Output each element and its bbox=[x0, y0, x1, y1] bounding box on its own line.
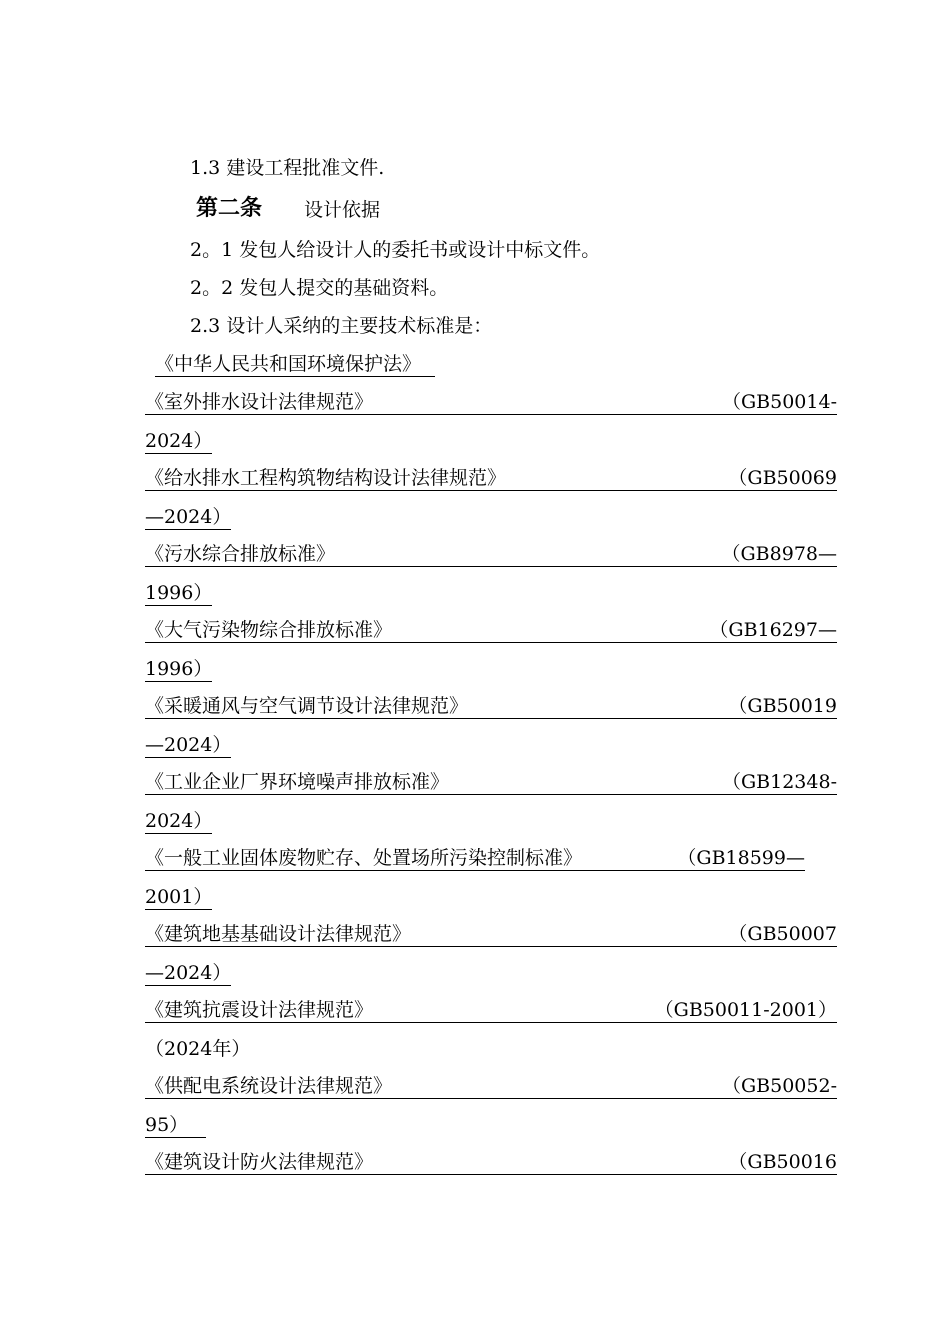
standard-entry bbox=[145, 542, 837, 606]
standard-title: 《采暖通风与空气调节设计法律规范》 bbox=[145, 695, 469, 717]
clause-2-1: 2。1 发包人给设计人的委托书或设计中标文件。 bbox=[190, 239, 601, 261]
standard-code-continued: 1996） bbox=[145, 658, 213, 680]
standard-code: （GB16297— bbox=[709, 619, 837, 641]
standard-entry bbox=[145, 390, 837, 454]
standard-code-continued: 1996） bbox=[145, 582, 213, 604]
standard-entry bbox=[145, 998, 837, 1061]
standard-code: （GB50019 bbox=[728, 695, 837, 717]
standard-title: 《供配电系统设计法律规范》 bbox=[145, 1075, 393, 1097]
standard-entry bbox=[145, 846, 805, 910]
standard-title: 《一般工业固体废物贮存、处置场所污染控制标准》 bbox=[145, 847, 583, 869]
standard-code-continued: 2001） bbox=[145, 886, 213, 908]
standard-entry bbox=[145, 922, 837, 986]
standard-title: 《建筑设计防火法律规范》 bbox=[145, 1151, 374, 1173]
standard-code: （GB50014- bbox=[721, 391, 837, 413]
standard-title: 《建筑抗震设计法律规范》 bbox=[145, 999, 374, 1021]
article-heading: 第二条 bbox=[196, 195, 263, 221]
standard-code: （GB50016 bbox=[728, 1151, 837, 1173]
standard-code: （GB50007 bbox=[728, 923, 837, 945]
standard-code-continued: 2024） bbox=[145, 810, 213, 832]
standard-entry bbox=[145, 1074, 837, 1138]
standard-code-continued: 95） bbox=[145, 1113, 206, 1138]
standard-title: 《室外排水设计法律规范》 bbox=[145, 391, 374, 413]
standard-code: （GB8978— bbox=[721, 543, 837, 565]
standard-title: 《污水综合排放标准》 bbox=[145, 543, 336, 565]
clause-1-3: 1.3 建设工程批准文件. bbox=[190, 157, 385, 179]
clause-2-2: 2。2 发包人提交的基础资料。 bbox=[190, 277, 449, 299]
standard-title: 《建筑地基基础设计法律规范》 bbox=[145, 923, 412, 945]
article-heading-subtitle: 设计依据 bbox=[304, 199, 381, 221]
standard-code-continued: 2024） bbox=[145, 430, 213, 452]
standard-entry bbox=[145, 1150, 837, 1175]
standard-code: （GB50069 bbox=[728, 467, 837, 489]
standard-entry bbox=[145, 694, 837, 758]
standard-code-continued: —2024） bbox=[145, 734, 232, 756]
standard-title: 《工业企业厂界环境噪声排放标准》 bbox=[145, 771, 450, 793]
standard-entry bbox=[145, 770, 837, 834]
clause-2-3: 2.3 设计人采纳的主要技术标准是： bbox=[190, 315, 493, 337]
standard-entry bbox=[145, 618, 837, 682]
standard-code: （GB50052- bbox=[721, 1075, 837, 1097]
standard-year: （2024年） bbox=[145, 1038, 251, 1060]
standard-code-continued: —2024） bbox=[145, 506, 232, 528]
standard-code: （GB12348- bbox=[721, 771, 837, 793]
standard-code-continued: —2024） bbox=[145, 962, 232, 984]
standard-code: （GB18599— bbox=[677, 847, 805, 869]
standard-entry bbox=[145, 466, 837, 530]
standard-code: （GB50011-2001） bbox=[654, 999, 837, 1021]
standard-title: 《中华人民共和国环境保护法》 bbox=[155, 352, 435, 377]
standard-title: 《大气污染物综合排放标准》 bbox=[145, 619, 393, 641]
standard-title: 《给水排水工程构筑物结构设计法律规范》 bbox=[145, 467, 507, 489]
